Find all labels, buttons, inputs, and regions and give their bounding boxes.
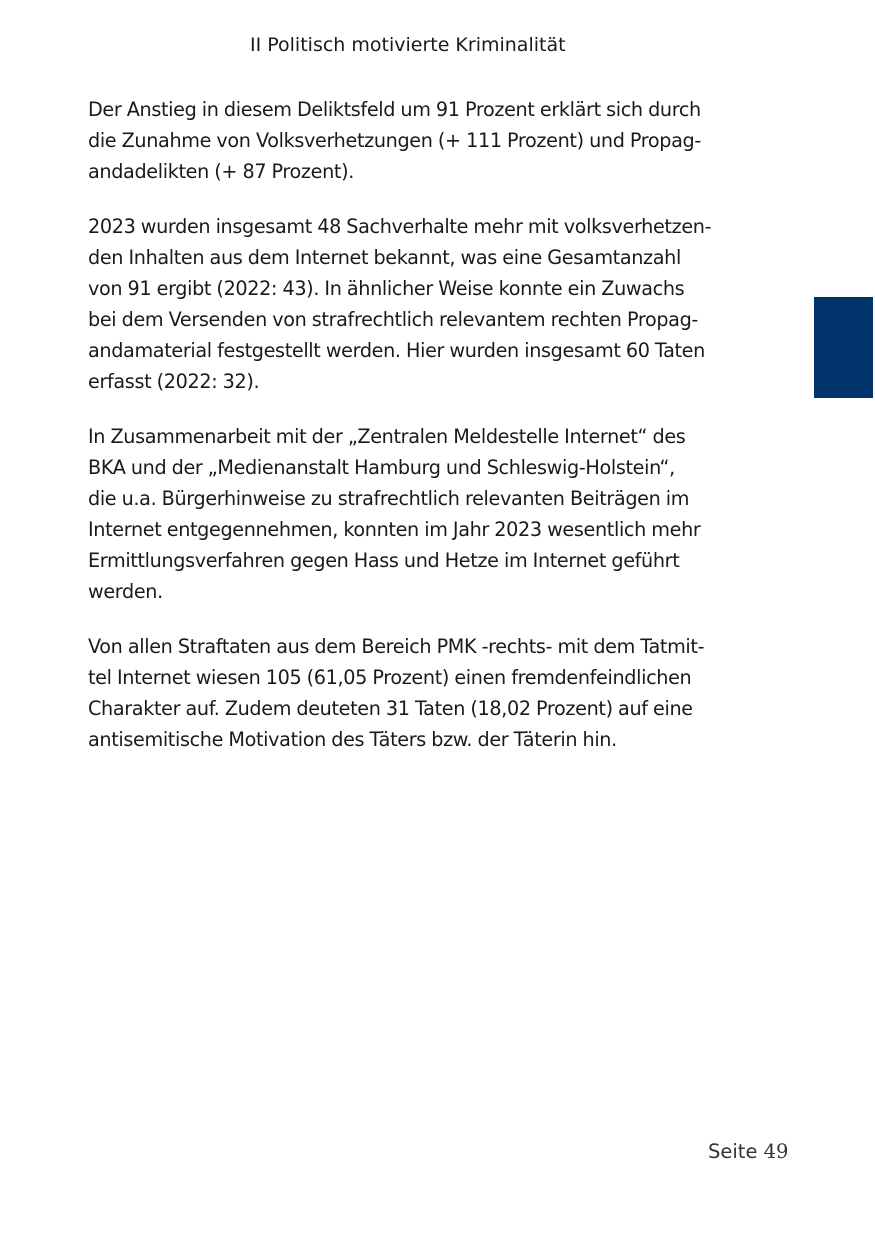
page-number: 49 [763, 1140, 789, 1163]
text-line: tel Internet wiesen 105 (61,05 Prozent) einen fremdenfeindlichen [88, 666, 692, 689]
text-line: andamaterial festgestellt werden. Hier wurden insgesamt 60 Taten [88, 339, 705, 362]
chapter-tab-marker [814, 297, 873, 398]
text-line: die Zunahme von Volksverhetzungen (+ 111 Prozent) und Propag- [88, 129, 701, 152]
text-line: BKA und der „Medienanstalt Hamburg und Schleswig-Holstein“, [88, 456, 675, 479]
text-line: In Zusammenarbeit mit der „Zentralen Meldestelle Internet“ des [88, 425, 686, 448]
page-label: Seite [708, 1140, 758, 1163]
text-line: 2023 wurden insgesamt 48 Sachverhalte mehr mit volksverhetzen- [88, 215, 712, 238]
paragraph-4 [88, 631, 738, 755]
text-line: bei dem Versenden von strafrechtlich relevantem rechten Propag- [88, 308, 698, 331]
text-line: die u.a. Bürgerhinweise zu strafrechtlich relevanten Beiträgen im [88, 487, 690, 510]
text-line: Der Anstieg in diesem Deliktsfeld um 91 Prozent erklärt sich durch [88, 98, 701, 121]
text-line: von 91 ergibt (2022: 43). In ähnlicher Weise konnte ein Zuwachs [88, 277, 685, 300]
body-text [88, 94, 738, 779]
paragraph-1 [88, 94, 738, 187]
paragraph-3 [88, 421, 738, 607]
text-line: antisemitische Motivation des Täters bzw. der Täterin hin. [88, 728, 617, 751]
running-header-title: II Politisch motivierte Kriminalität [250, 34, 566, 56]
text-line: andadelikten (+ 87 Prozent). [88, 160, 354, 183]
text-line: Charakter auf. Zudem deuteten 31 Taten (18,02 Prozent) auf eine [88, 697, 693, 720]
text-line: Von allen Straftaten aus dem Bereich PMK -rechts- mit dem Tatmit- [88, 635, 705, 658]
text-line: Internet entgegennehmen, konnten im Jahr 2023 wesentlich mehr [88, 518, 701, 541]
paragraph-2 [88, 211, 738, 397]
page-number-footer [708, 1140, 788, 1163]
text-line: erfasst (2022: 32). [88, 370, 260, 393]
text-line: den Inhalten aus dem Internet bekannt, was eine Gesamtanzahl [88, 246, 681, 269]
text-line: werden. [88, 580, 163, 603]
text-line: Ermittlungsverfahren gegen Hass und Hetze im Internet geführt [88, 549, 680, 572]
